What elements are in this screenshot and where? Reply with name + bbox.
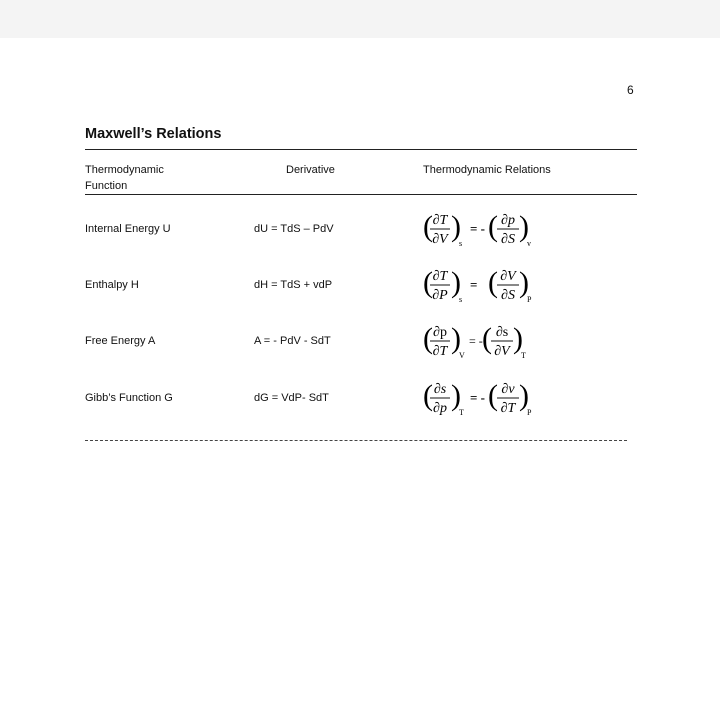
right-paren-open: ( xyxy=(488,266,498,299)
left-paren-close: ) xyxy=(451,379,461,412)
right-numerator: ∂p xyxy=(501,213,515,228)
header-derivative: Derivative xyxy=(286,164,335,176)
dashed-separator xyxy=(85,440,627,441)
viewer-top-band xyxy=(0,0,720,38)
left-subscript: s xyxy=(459,239,463,248)
relation-operator: = - xyxy=(470,221,485,236)
left-numerator: ∂p xyxy=(433,325,447,340)
header-function xyxy=(85,162,164,194)
left-paren-close: ) xyxy=(451,210,461,243)
right-paren-close: ) xyxy=(519,379,529,412)
row-function-enthalpy: Enthalpy H xyxy=(85,279,139,291)
header-function-line2: Function xyxy=(85,180,128,192)
right-numerator: ∂s xyxy=(495,325,509,340)
right-paren-close: ) xyxy=(513,322,523,355)
right-paren-open: ( xyxy=(488,210,498,243)
header-relations: Thermodynamic Relations xyxy=(423,164,551,176)
right-partial xyxy=(488,210,531,248)
row-derivative-free-energy: A = - PdV - SdT xyxy=(254,335,331,347)
relation-operator: = xyxy=(470,277,478,292)
right-numerator: ∂V xyxy=(500,269,516,284)
left-partial xyxy=(423,322,465,360)
left-paren-open: ( xyxy=(423,322,433,355)
right-partial xyxy=(488,266,532,304)
left-partial xyxy=(423,210,462,248)
left-paren-open: ( xyxy=(423,266,433,299)
page-title: Maxwell’s Relations xyxy=(85,126,222,142)
right-denominator: ∂S xyxy=(501,288,515,303)
row-function-gibbs-function: Gibb’s Function G xyxy=(85,392,173,404)
relation-enthalpy xyxy=(420,262,550,315)
relation-operator: = - xyxy=(470,390,485,405)
left-partial xyxy=(423,379,464,417)
right-paren-close: ) xyxy=(519,266,529,299)
table-top-rule xyxy=(85,149,637,150)
right-subscript: T xyxy=(521,351,526,360)
relation-operator: = - xyxy=(469,334,483,348)
left-denominator: ∂V xyxy=(432,232,448,247)
left-subscript: T xyxy=(459,408,464,417)
right-paren-close: ) xyxy=(519,210,529,243)
right-partial xyxy=(482,322,526,360)
page-number: 6 xyxy=(627,83,634,97)
right-denominator: ∂T xyxy=(500,401,516,416)
left-paren-close: ) xyxy=(451,322,461,355)
left-subscript: s xyxy=(459,295,463,304)
row-function-free-energy: Free Energy A xyxy=(85,335,156,347)
left-paren-open: ( xyxy=(423,210,433,243)
header-bottom-rule xyxy=(85,194,637,195)
left-subscript: V xyxy=(459,351,465,360)
row-derivative-gibbs-function: dG = VdP- SdT xyxy=(254,392,329,404)
left-denominator: ∂T xyxy=(432,344,448,359)
left-numerator: ∂T xyxy=(432,213,448,228)
right-paren-open: ( xyxy=(488,379,498,412)
row-derivative-internal-energy: dU = TdS – PdV xyxy=(254,223,334,235)
right-denominator: ∂S xyxy=(501,232,515,247)
right-partial xyxy=(488,379,532,417)
left-numerator: ∂T xyxy=(432,269,448,284)
header-function-line1: Thermodynamic xyxy=(85,164,164,176)
right-subscript: v xyxy=(527,239,531,248)
left-partial xyxy=(423,266,462,304)
left-numerator: ∂s xyxy=(433,382,447,397)
right-paren-open: ( xyxy=(482,322,492,355)
left-denominator: ∂P xyxy=(432,288,448,303)
relation-internal-energy xyxy=(420,206,550,259)
row-derivative-enthalpy: dH = TdS + vdP xyxy=(254,279,333,291)
relation-free-energy xyxy=(420,318,550,371)
right-subscript: P xyxy=(527,408,532,417)
right-numerator: ∂v xyxy=(501,382,515,397)
row-function-internal-energy: Internal Energy U xyxy=(85,223,171,235)
left-paren-open: ( xyxy=(423,379,433,412)
right-subscript: P xyxy=(527,295,532,304)
relation-gibbs-function xyxy=(420,375,550,428)
right-denominator: ∂V xyxy=(494,344,510,359)
left-paren-close: ) xyxy=(451,266,461,299)
left-denominator: ∂p xyxy=(433,401,447,416)
